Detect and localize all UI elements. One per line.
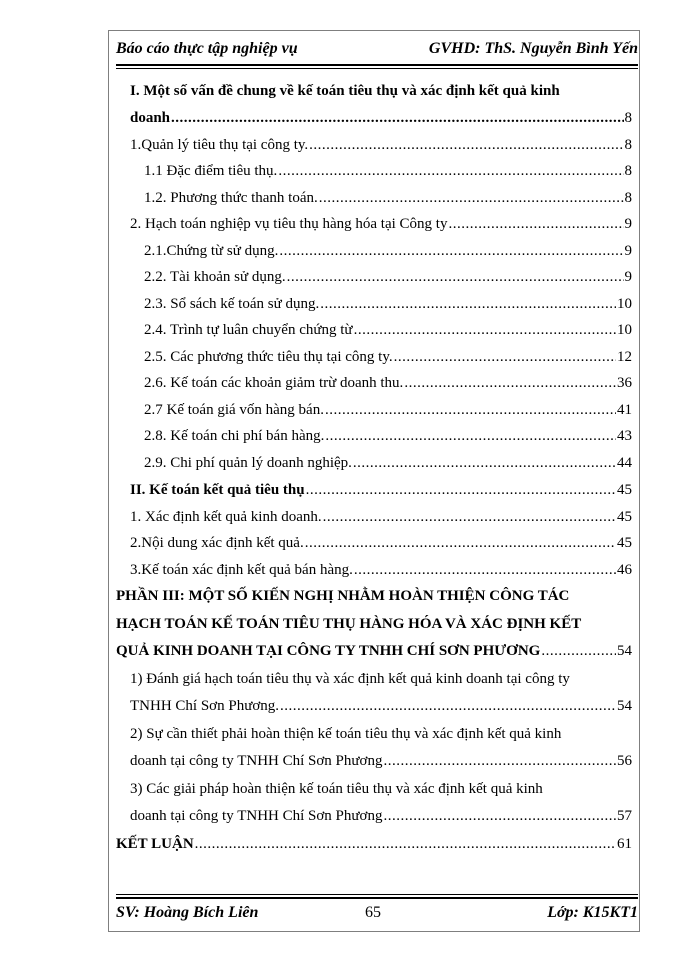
dot-leader <box>309 135 623 155</box>
toc-entry-page: 45 <box>617 482 632 498</box>
toc-entry <box>130 669 570 689</box>
toc-entry <box>130 214 632 234</box>
dot-leader <box>323 507 616 527</box>
toc-entry <box>144 267 632 287</box>
dot-leader <box>320 294 616 314</box>
toc-entry-text: 2.7 Kế toán giá vốn hàng bán. <box>144 402 324 418</box>
toc-entry <box>130 751 632 771</box>
toc-entry-text: 2.1.Chứng từ sử dụng. <box>144 243 279 259</box>
toc-entry <box>130 724 561 744</box>
dot-leader <box>287 267 624 287</box>
toc-entry <box>144 373 632 393</box>
footer-rule-thin <box>116 894 638 895</box>
toc-entry <box>144 161 632 181</box>
toc-entry-page: 10 <box>617 322 632 338</box>
dot-leader <box>383 751 616 771</box>
footer-student-name: SV: Hoàng Bích Liên <box>116 904 259 921</box>
toc-entry-page: 8 <box>624 190 632 206</box>
page-footer <box>116 900 638 928</box>
toc-entry <box>116 641 632 661</box>
toc-entry-text: doanh <box>130 110 171 126</box>
toc-entry-page: 9 <box>624 216 632 232</box>
dot-leader <box>305 533 616 553</box>
toc-entry-page: 10 <box>617 296 632 312</box>
toc-entry-text: 1.2. Phương thức thanh toán. <box>144 190 318 206</box>
dot-leader <box>404 373 616 393</box>
toc-entry-text: 1.Quản lý tiêu thụ tại công ty. <box>130 137 309 153</box>
toc-entry-text: PHẦN III: MỘT SỐ KIẾN NGHỊ NHẰM HOÀN THIỆN CÔNG TÁC <box>116 588 570 604</box>
dot-leader <box>278 161 623 181</box>
toc-entry <box>130 135 632 155</box>
toc-entry-text: II. Kế toán kết quả tiêu thụ <box>130 482 305 498</box>
toc-entry-page: 56 <box>617 753 632 769</box>
toc-entry-text: TNHH Chí Sơn Phương. <box>130 698 280 714</box>
toc-entry <box>144 294 632 314</box>
toc-entry <box>144 400 632 420</box>
toc-entry-text: QUẢ KINH DOANH TẠI CÔNG TY TNHH CHÍ SƠN PHƯƠNG <box>116 643 541 659</box>
toc-entry-text: 3.Kế toán xác định kết quả bán hàng. <box>130 562 353 578</box>
dot-leader <box>306 480 616 500</box>
toc-entry-page: 36 <box>617 375 632 391</box>
toc-entry <box>130 779 543 799</box>
toc-entry <box>130 480 632 500</box>
dot-leader <box>280 696 616 716</box>
toc-entry-text: I. Một số vấn đề chung về kế toán tiêu thụ và xác định kết quả kinh <box>130 83 560 99</box>
dot-leader <box>354 560 616 580</box>
toc-entry-page: 46 <box>617 562 632 578</box>
toc-entry-page: 9 <box>624 243 632 259</box>
toc-entry-page: 54 <box>617 643 632 659</box>
dot-leader <box>279 241 623 261</box>
toc-entry <box>116 586 569 606</box>
toc-entry <box>144 426 632 446</box>
toc-entry-page: 43 <box>617 428 632 444</box>
toc-entry-page: 8 <box>624 137 632 153</box>
dot-leader <box>354 320 616 340</box>
toc-entry <box>144 241 632 261</box>
dot-leader <box>394 347 616 367</box>
toc-entry-page: 45 <box>617 535 632 551</box>
toc-entry <box>116 834 632 854</box>
dot-leader <box>171 108 623 128</box>
toc-entry <box>130 507 632 527</box>
toc-entry <box>144 320 632 340</box>
dot-leader <box>195 834 616 854</box>
toc-entry-text: 3) Các giải pháp hoàn thiện kế toán tiêu thụ và xác định kết quả kinh <box>130 781 543 797</box>
toc-entry-page: 41 <box>617 402 632 418</box>
toc-entry-page: 57 <box>617 808 632 824</box>
toc-entry <box>130 81 560 101</box>
toc-entry-text: 2.5. Các phương thức tiêu thụ tại công ty. <box>144 349 393 365</box>
toc-entry-text: 1) Đánh giá hạch toán tiêu thụ và xác định kết quả kinh doanh tại công ty <box>130 671 570 687</box>
toc-entry <box>130 533 632 553</box>
toc-entry-text: 2) Sự cần thiết phải hoàn thiện kế toán tiêu thụ và xác định kết quả kinh <box>130 726 562 742</box>
toc-entry <box>130 696 632 716</box>
toc-entry-text: 2.4. Trình tự luân chuyển chứng từ <box>144 322 353 338</box>
header-supervisor: GVHD: ThS. Nguyễn Bình Yến <box>428 40 638 57</box>
toc-entry-text: 2.6. Kế toán các khoản giảm trừ doanh thu. <box>144 375 404 391</box>
toc-entry-page: 8 <box>624 163 632 179</box>
toc-entry-text: 2.Nội dung xác định kết quả. <box>130 535 304 551</box>
toc-entry-page: 8 <box>624 110 632 126</box>
footer-class: Lớp: K15KT1 <box>547 904 638 921</box>
toc-entry <box>130 806 632 826</box>
toc-entry-text: 2.8. Kế toán chi phí bán hàng. <box>144 428 325 444</box>
toc-entry-text: HẠCH TOÁN KẾ TOÁN TIÊU THỤ HÀNG HÓA VÀ XÁC ĐỊNH KẾT <box>116 616 582 632</box>
toc-entry <box>130 560 632 580</box>
toc-entry <box>144 188 632 208</box>
toc-entry-page: 45 <box>617 509 632 525</box>
dot-leader <box>383 806 616 826</box>
toc-entry-page: 61 <box>617 836 632 852</box>
toc-entry-page: 9 <box>624 269 632 285</box>
toc-entry <box>144 347 632 367</box>
page-number: 65 <box>365 904 381 921</box>
dot-leader <box>448 214 623 234</box>
dot-leader <box>325 426 616 446</box>
toc-entry-page: 12 <box>617 349 632 365</box>
header-report-title: Báo cáo thực tập nghiệp vụ <box>116 40 298 57</box>
toc-entry-text: 1.1 Đặc điểm tiêu thụ. <box>144 163 278 179</box>
toc-entry <box>130 108 632 128</box>
dot-leader <box>541 641 616 661</box>
toc-entry-text: doanh tại công ty TNHH Chí Sơn Phương <box>130 753 383 769</box>
toc-entry-text: 2.2. Tài khoản sử dụng. <box>144 269 286 285</box>
footer-rule-thick <box>116 897 638 899</box>
toc-entry-text: 2. Hạch toán nghiệp vụ tiêu thụ hàng hóa tại Công ty <box>130 216 448 232</box>
toc-entry <box>144 453 632 473</box>
toc-entry-text: 1. Xác định kết quả kinh doanh. <box>130 509 322 525</box>
dot-leader <box>325 400 616 420</box>
toc-entry-text: doanh tại công ty TNHH Chí Sơn Phương <box>130 808 383 824</box>
toc-entry <box>116 614 581 634</box>
toc-entry-text: KẾT LUẬN <box>116 836 194 852</box>
dot-leader <box>319 188 624 208</box>
toc-entry-text: 2.9. Chi phí quản lý doanh nghiệp. <box>144 455 352 471</box>
dot-leader <box>353 453 616 473</box>
toc-entry-page: 44 <box>617 455 632 471</box>
toc-entry-page: 54 <box>617 698 632 714</box>
toc-entry-text: 2.3. Sổ sách kế toán sử dụng. <box>144 296 320 312</box>
